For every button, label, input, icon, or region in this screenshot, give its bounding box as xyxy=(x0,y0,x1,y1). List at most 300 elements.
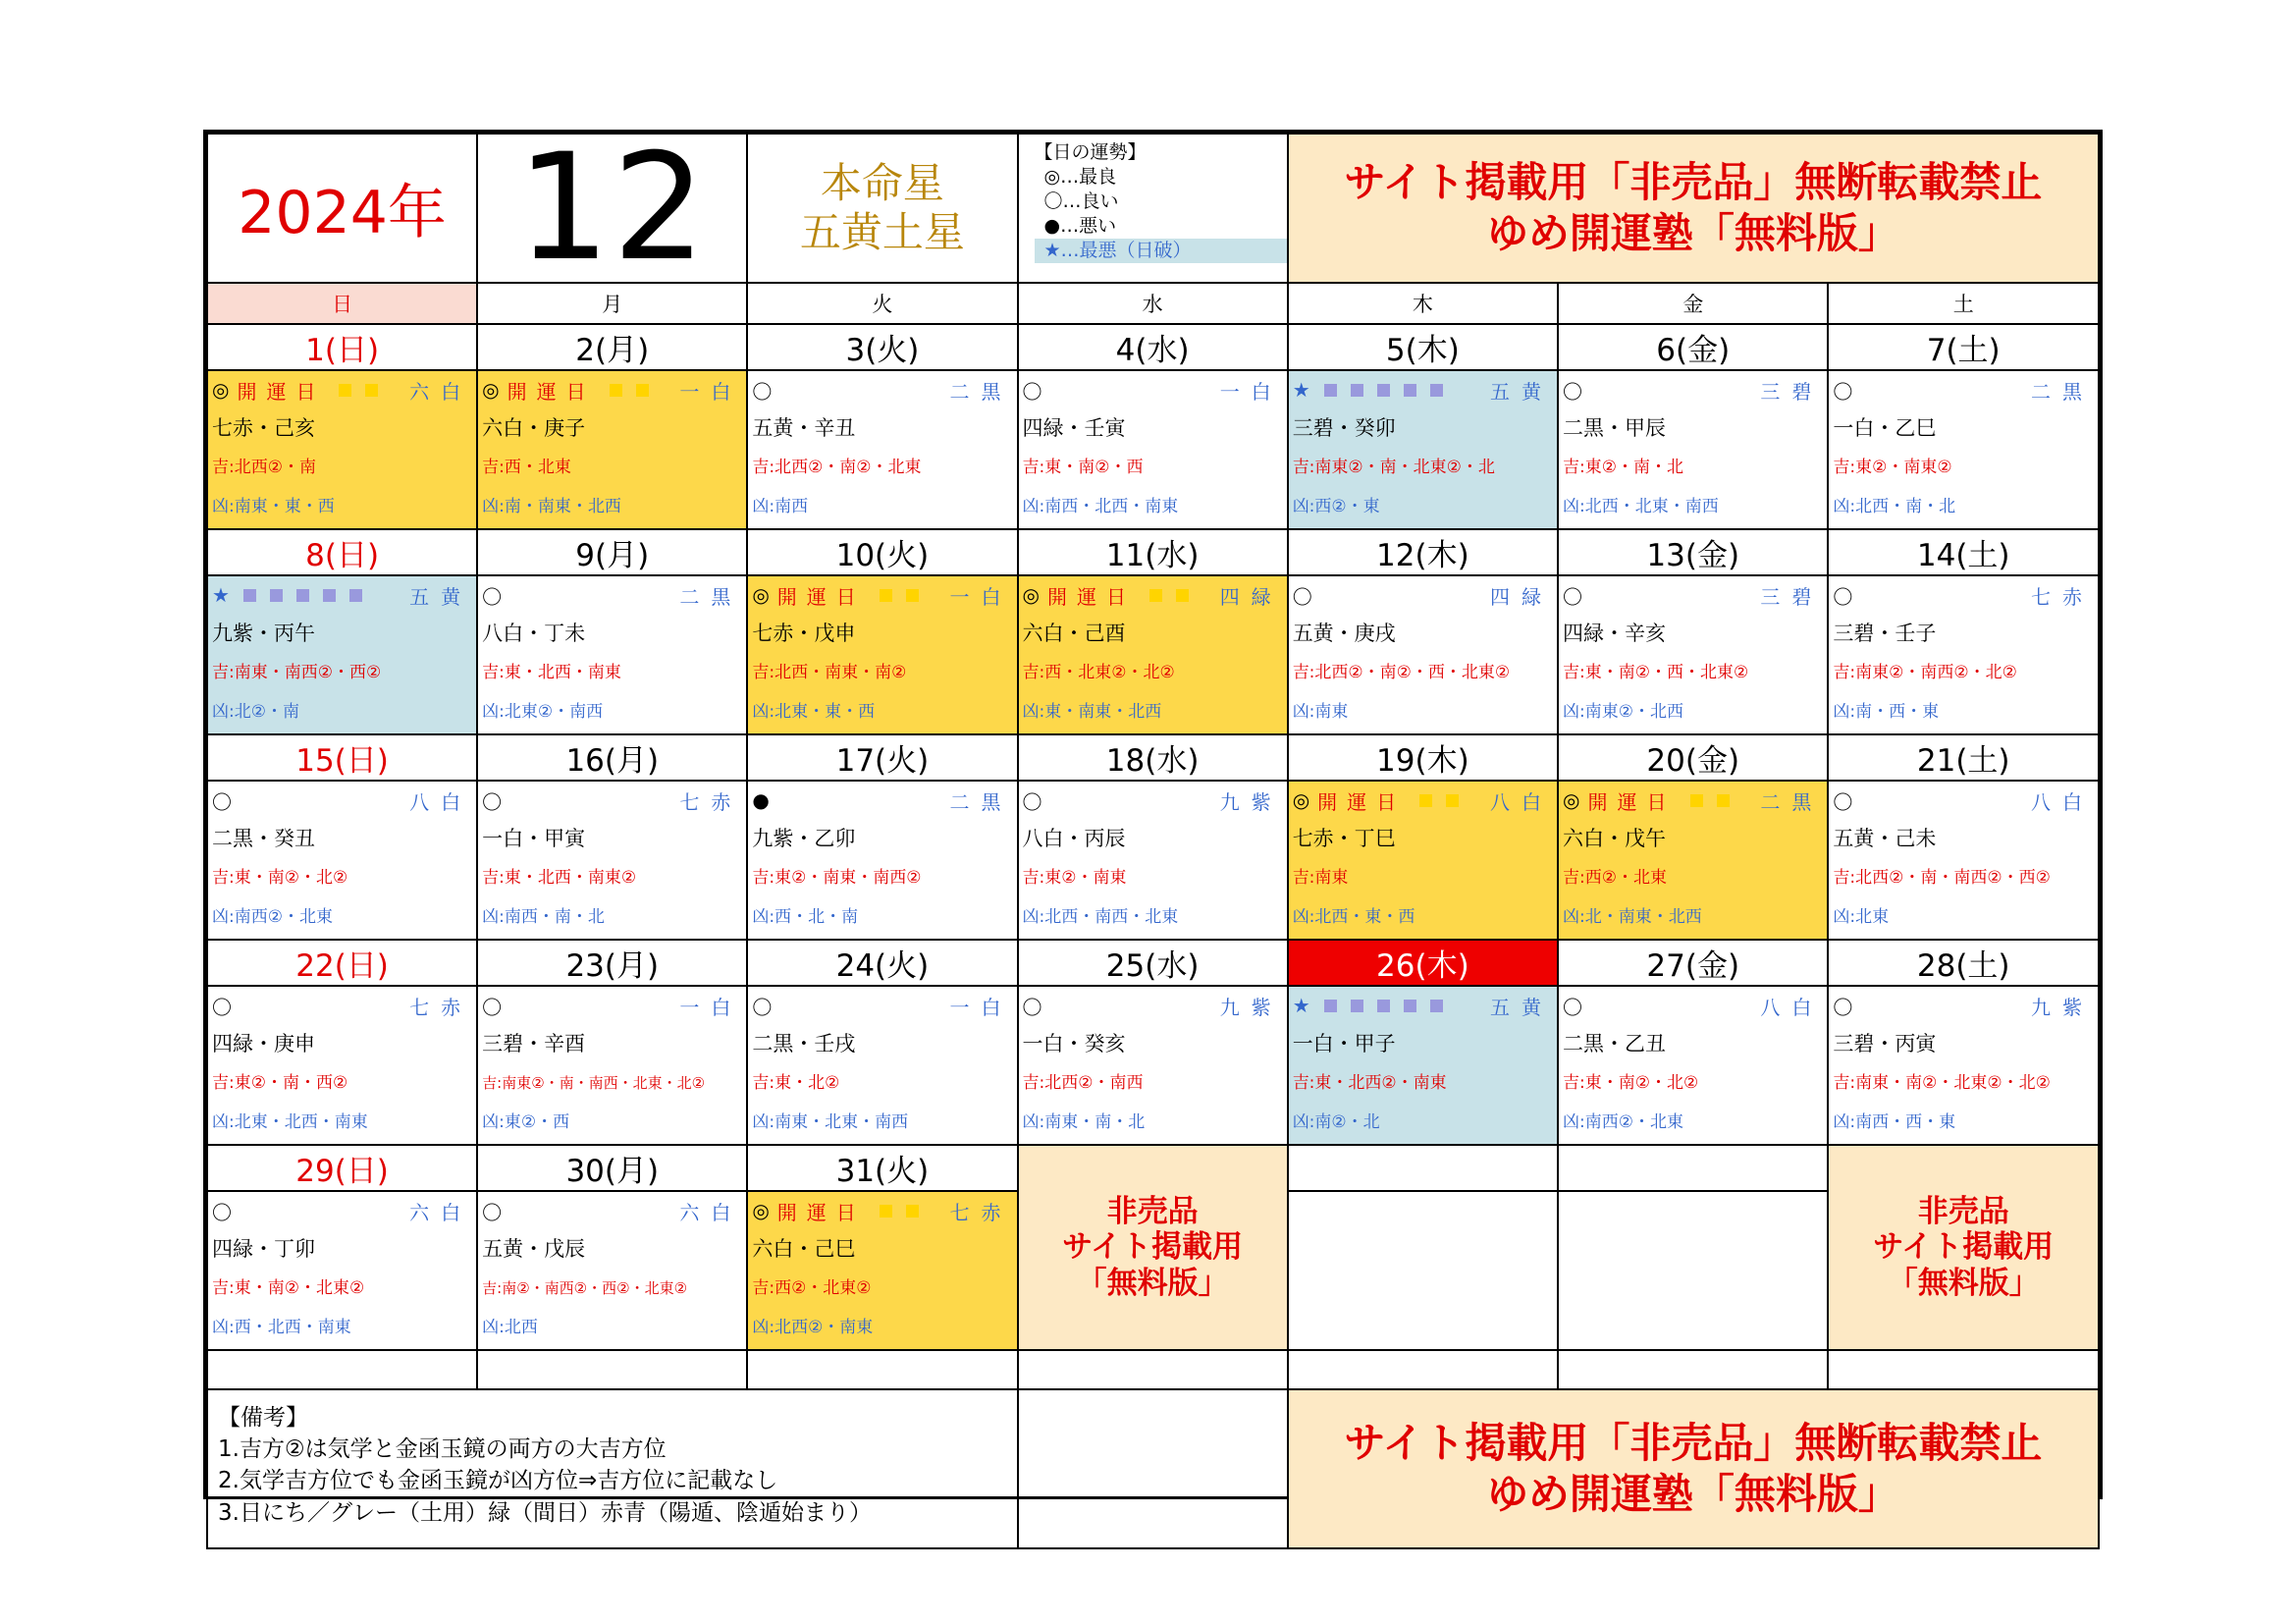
date-cell: 31(火) xyxy=(747,1145,1017,1191)
nine-star-label: 八白 xyxy=(2031,789,2094,814)
weekday-sun: 日 xyxy=(207,283,477,324)
ad-box xyxy=(1828,1145,2099,1350)
fortune-line xyxy=(1019,371,1287,408)
notes-line2: 2.気学吉方位でも金函玉鏡が凶方位⇒吉方位に記載なし xyxy=(218,1468,778,1494)
lucky-directions: 吉:北西②・南②・北東 xyxy=(752,458,922,477)
marker-square xyxy=(1176,589,1189,602)
day-stem-branch: 八白・丁未 xyxy=(482,622,586,645)
fortune-symbol: 〇 xyxy=(1563,584,1583,609)
fortune-mark xyxy=(752,376,772,405)
day-cell xyxy=(1828,986,2099,1145)
kaiun-label: 開運日 xyxy=(1317,789,1407,814)
fortune-line xyxy=(1019,987,1287,1024)
notes-line3: 3.日にち／グレー（土用）緑（間日）赤青（陽遁、陰遁始まり） xyxy=(218,1499,872,1526)
lucky-directions: 吉:東②・南・北 xyxy=(1563,458,1684,477)
nine-star-label: 五黄 xyxy=(409,584,473,609)
day-cell xyxy=(1558,986,1828,1145)
marker-square xyxy=(1377,384,1390,397)
marker-square xyxy=(1430,384,1443,397)
fortune-row xyxy=(207,575,2099,734)
day-stem-branch: 四緑・壬寅 xyxy=(1022,416,1126,440)
date-cell: 2(月) xyxy=(477,324,747,370)
unlucky-directions: 凶:北西・南・北 xyxy=(1833,497,1956,516)
day-cell xyxy=(1828,370,2099,529)
lucky-directions: 吉:北西②・南②・西・北東② xyxy=(1292,663,1511,682)
honmei-star-name: 五黄土星 xyxy=(799,208,965,256)
day-content xyxy=(208,987,476,1144)
lucky-directions: 吉:東・南②・西 xyxy=(1022,458,1144,477)
month-number: 12 xyxy=(477,134,747,283)
warning-line1: サイト掲載用「非売品」無断転載禁止 xyxy=(1344,157,2043,206)
day-content xyxy=(478,987,746,1144)
unlucky-directions: 凶:南・南東・北西 xyxy=(482,497,621,516)
fortune-symbol: 〇 xyxy=(1833,379,1853,404)
unlucky-directions: 凶:東・南東・北西 xyxy=(1022,702,1162,722)
marker-square xyxy=(349,589,362,602)
fortune-symbol: 〇 xyxy=(752,995,773,1019)
fortune-symbol: 〇 xyxy=(1022,789,1042,814)
legend-good: 〇…良い xyxy=(1043,190,1119,213)
weekday-tue: 火 xyxy=(747,283,1017,324)
kaiun-label: 開運日 xyxy=(507,379,596,404)
fortune-symbol: 〇 xyxy=(752,379,773,404)
calendar-table xyxy=(206,133,2100,1549)
day-stem-branch: 三碧・辛酉 xyxy=(482,1032,586,1056)
fortune-symbol: ◎ xyxy=(752,1199,770,1222)
empty-cell xyxy=(1558,1350,1828,1389)
date-cell: 25(水) xyxy=(1018,940,1288,986)
legend-best: ◎…最良 xyxy=(1043,166,1117,189)
marker-square xyxy=(1351,384,1363,397)
day-content xyxy=(1559,987,1827,1144)
lucky-directions: 吉:北西②・南 xyxy=(212,458,316,477)
lucky-directions: 吉:東②・南東② xyxy=(1833,458,1952,477)
fortune-line xyxy=(748,782,1016,819)
unlucky-directions: 凶:南西②・北東 xyxy=(212,907,333,927)
fortune-mark xyxy=(212,992,232,1020)
fortune-mark xyxy=(1293,581,1312,610)
fortune-symbol: ◎ xyxy=(752,583,770,607)
nine-star-label: 三碧 xyxy=(1760,584,1824,609)
day-cell xyxy=(477,575,747,734)
notes-box xyxy=(207,1389,1018,1548)
marker-square xyxy=(243,589,256,602)
lucky-directions: 吉:東②・南・西② xyxy=(212,1073,348,1093)
nine-star-label: 七赤 xyxy=(949,1200,1013,1224)
lucky-directions: 吉:西・北東 xyxy=(482,458,571,477)
day-stem-branch: 四緑・庚申 xyxy=(212,1032,315,1056)
date-cell: 10(火) xyxy=(747,529,1017,575)
day-stem-branch: 八白・丙辰 xyxy=(1022,827,1126,850)
date-cell: 13(金) xyxy=(1558,529,1828,575)
day-stem-branch: 九紫・乙卯 xyxy=(752,827,856,850)
day-stem-branch: 一白・乙巳 xyxy=(1833,416,1937,440)
day-content xyxy=(1289,987,1557,1144)
fortune-symbol: 〇 xyxy=(1833,584,1853,609)
date-cell: 20(金) xyxy=(1558,734,1828,781)
fortune-mark xyxy=(482,376,648,405)
day-stem-branch: 七赤・戊申 xyxy=(752,622,856,645)
nine-star-label: 一白 xyxy=(949,584,1013,609)
unlucky-directions: 凶:南東 xyxy=(1292,702,1349,722)
fortune-symbol: 〇 xyxy=(1292,584,1312,609)
ad-line1: 非売品 xyxy=(1106,1193,1199,1229)
date-cell: 17(火) xyxy=(747,734,1017,781)
fortune-line xyxy=(1019,576,1287,614)
day-content xyxy=(1019,371,1287,528)
lucky-directions: 吉:南東・南西②・西② xyxy=(212,663,382,682)
day-stem-branch: 五黄・庚戌 xyxy=(1292,622,1396,645)
unlucky-directions: 凶:北東・北西・南東 xyxy=(212,1112,368,1132)
day-cell xyxy=(1288,986,1558,1145)
weekday-fri: 金 xyxy=(1558,283,1828,324)
fortune-mark xyxy=(1023,376,1042,405)
day-cell xyxy=(207,370,477,529)
fortune-symbol: ◎ xyxy=(212,378,230,402)
day-cell xyxy=(477,986,747,1145)
day-content xyxy=(1289,371,1557,528)
empty-cell xyxy=(747,1350,1017,1389)
nine-star-label: 二黒 xyxy=(679,584,743,609)
marker-square xyxy=(1430,1000,1443,1012)
nine-star-label: 二黒 xyxy=(949,379,1013,404)
day-stem-branch: 二黒・壬戌 xyxy=(752,1032,856,1056)
empty-cell xyxy=(1288,1145,1558,1191)
marker-square xyxy=(1149,589,1162,602)
marker-square xyxy=(610,384,622,397)
nine-star-label: 八白 xyxy=(1760,995,1824,1019)
nine-star-label: 二黒 xyxy=(1760,789,1824,814)
day-stem-branch: 五黄・辛丑 xyxy=(752,416,856,440)
fortune-mark xyxy=(1023,786,1042,815)
unlucky-directions: 凶:南西・西・東 xyxy=(1833,1112,1956,1132)
empty-cell xyxy=(1288,1350,1558,1389)
legend-worst: ★…最悪（日破） xyxy=(1035,239,1287,263)
day-cell xyxy=(477,370,747,529)
day-stem-branch: 六白・戊午 xyxy=(1563,827,1667,850)
lucky-directions: 吉:東・南②・北② xyxy=(212,868,348,888)
day-content xyxy=(478,576,746,733)
fortune-line xyxy=(478,1192,746,1229)
day-content xyxy=(478,1192,746,1349)
marker-square xyxy=(880,589,892,602)
kaiun-label: 開運日 xyxy=(776,584,866,609)
fortune-symbol: 〇 xyxy=(212,1200,232,1224)
day-stem-branch: 三碧・壬子 xyxy=(1833,622,1937,645)
day-cell xyxy=(477,781,747,940)
marker-square xyxy=(1419,794,1432,807)
bottom-warning xyxy=(1288,1389,2099,1548)
marker-square xyxy=(1690,794,1703,807)
day-stem-branch: 六白・己酉 xyxy=(1022,622,1126,645)
fortune-line xyxy=(1559,987,1827,1024)
fortune-mark xyxy=(752,1197,918,1225)
fortune-mark xyxy=(1833,786,1852,815)
day-content xyxy=(748,987,1016,1144)
weekday-thu: 木 xyxy=(1288,283,1558,324)
date-cell: 22(日) xyxy=(207,940,477,986)
day-content xyxy=(478,371,746,528)
fortune-symbol: ◎ xyxy=(1563,788,1580,812)
fortune-legend xyxy=(1018,134,1288,283)
honmei-star xyxy=(747,134,1017,283)
fortune-line xyxy=(748,371,1016,408)
date-cell: 1(日) xyxy=(207,324,477,370)
fortune-symbol: 〇 xyxy=(482,584,503,609)
empty-cell xyxy=(207,1350,477,1389)
day-stem-branch: 一白・甲子 xyxy=(1292,1032,1396,1056)
fortune-line xyxy=(478,987,746,1024)
day-cell xyxy=(1558,575,1828,734)
fortune-symbol: 〇 xyxy=(1833,789,1853,814)
nine-star-label: 九紫 xyxy=(1219,789,1283,814)
day-content xyxy=(1559,576,1827,733)
day-content xyxy=(1829,987,2098,1144)
day-stem-branch: 五黄・己未 xyxy=(1833,827,1937,850)
date-cell: 18(水) xyxy=(1018,734,1288,781)
unlucky-directions: 凶:北西・南西・北東 xyxy=(1022,907,1179,927)
marker-square xyxy=(339,384,351,397)
fortune-line xyxy=(1019,782,1287,819)
marker-square xyxy=(1446,794,1459,807)
date-cell: 7(土) xyxy=(1828,324,2099,370)
date-cell: 30(月) xyxy=(477,1145,747,1191)
fortune-mark xyxy=(212,376,378,405)
fortune-mark xyxy=(752,581,918,610)
lucky-directions: 吉:東②・南東・南西② xyxy=(752,868,922,888)
day-stem-branch: 二黒・癸丑 xyxy=(212,827,315,850)
marker-square xyxy=(636,384,649,397)
date-cell: 4(水) xyxy=(1018,324,1288,370)
nine-star-label: 二黒 xyxy=(949,789,1013,814)
date-cell: 5(木) xyxy=(1288,324,1558,370)
fortune-symbol: 〇 xyxy=(1833,995,1853,1019)
legend-bad: ●…悪い xyxy=(1043,215,1117,238)
fortune-symbol: 〇 xyxy=(1563,995,1583,1019)
marker-square xyxy=(1404,384,1416,397)
fortune-symbol: ◎ xyxy=(482,378,500,402)
day-stem-branch: 七赤・己亥 xyxy=(212,416,315,440)
unlucky-directions: 凶:南東・北東・南西 xyxy=(752,1112,909,1132)
weeks-body xyxy=(207,324,2099,1350)
empty-cell xyxy=(1018,1389,1288,1548)
kaiun-label: 開運日 xyxy=(1587,789,1677,814)
fortune-row xyxy=(207,370,2099,529)
fortune-line xyxy=(478,576,746,614)
day-stem-branch: 七赤・丁巳 xyxy=(1292,827,1396,850)
lucky-directions: 吉:東・南②・西・北東② xyxy=(1563,663,1749,682)
fortune-line xyxy=(1289,371,1557,408)
day-stem-branch: 三碧・癸卯 xyxy=(1292,416,1396,440)
weekday-sat: 土 xyxy=(1828,283,2099,324)
day-cell xyxy=(207,575,477,734)
unlucky-directions: 凶:南西 xyxy=(752,497,809,516)
ad-box xyxy=(1018,1145,1288,1350)
nine-star-label: 八白 xyxy=(1490,789,1554,814)
ad-line2: サイト掲載用 xyxy=(1873,1229,2055,1266)
ad-line1: 非売品 xyxy=(1917,1193,2009,1229)
fortune-mark xyxy=(212,786,232,815)
unlucky-directions: 凶:東②・西 xyxy=(482,1112,570,1132)
lucky-directions: 吉:北西②・南西 xyxy=(1022,1073,1144,1093)
date-cell: 29(日) xyxy=(207,1145,477,1191)
day-content xyxy=(1019,987,1287,1144)
fortune-line xyxy=(478,782,746,819)
fortune-symbol: ★ xyxy=(212,583,230,607)
ad-line2: サイト掲載用 xyxy=(1062,1229,1244,1266)
date-cell: 23(月) xyxy=(477,940,747,986)
day-content xyxy=(748,782,1016,939)
kaiun-label: 開運日 xyxy=(237,379,326,404)
day-content xyxy=(748,576,1016,733)
day-cell xyxy=(747,781,1017,940)
fortune-symbol: 〇 xyxy=(212,789,232,814)
marker-square xyxy=(880,1205,892,1218)
fortune-row xyxy=(207,781,2099,940)
unlucky-directions: 凶:北西・北東・南西 xyxy=(1563,497,1719,516)
marker-square xyxy=(1377,1000,1390,1012)
fortune-mark xyxy=(752,992,772,1020)
date-row xyxy=(207,734,2099,781)
date-cell: 9(月) xyxy=(477,529,747,575)
fortune-symbol: ◎ xyxy=(1022,583,1040,607)
day-content xyxy=(208,371,476,528)
day-stem-branch: 一白・癸亥 xyxy=(1022,1032,1126,1056)
year-label: 2024年 xyxy=(207,134,477,283)
date-cell: 6(金) xyxy=(1558,324,1828,370)
fortune-mark xyxy=(1833,992,1852,1020)
fortune-symbol: 〇 xyxy=(482,1200,503,1224)
unlucky-directions: 凶:南東②・北西 xyxy=(1563,702,1684,722)
day-cell xyxy=(207,1191,477,1350)
notes-line1: 1.吉方②は気学と金函玉鏡の両方の大吉方位 xyxy=(218,1436,667,1463)
marker-square xyxy=(365,384,378,397)
day-cell xyxy=(1018,781,1288,940)
day-content xyxy=(1019,782,1287,939)
fortune-mark xyxy=(1563,992,1582,1020)
unlucky-directions: 凶:南東・南・北 xyxy=(1022,1112,1146,1132)
top-warning xyxy=(1288,134,2099,283)
fortune-symbol: 〇 xyxy=(1563,379,1583,404)
day-content xyxy=(1829,576,2098,733)
marker-square xyxy=(323,589,336,602)
fortune-line xyxy=(1559,371,1827,408)
day-cell xyxy=(1018,575,1288,734)
day-content xyxy=(208,782,476,939)
empty-cell xyxy=(1558,1191,1828,1350)
lucky-directions: 吉:西②・北東② xyxy=(752,1278,872,1298)
day-cell xyxy=(1018,370,1288,529)
date-row xyxy=(207,940,2099,986)
empty-cell xyxy=(1288,1191,1558,1350)
unlucky-directions: 凶:西・北西・南東 xyxy=(212,1318,351,1337)
fortune-symbol: 〇 xyxy=(1022,379,1042,404)
day-cell xyxy=(1828,575,2099,734)
day-content xyxy=(1289,576,1557,733)
kaiun-label: 開運日 xyxy=(776,1200,866,1224)
lucky-directions: 吉:南②・南西②・西②・北東② xyxy=(482,1279,688,1297)
ad-line3: 「無料版」 xyxy=(1887,1265,2040,1301)
fortune-mark xyxy=(482,1197,502,1225)
date-cell: 24(火) xyxy=(747,940,1017,986)
date-cell: 3(火) xyxy=(747,324,1017,370)
lucky-directions: 吉:北西・南東・南② xyxy=(752,663,907,682)
lucky-directions: 吉:南東②・南・北東②・北 xyxy=(1292,458,1495,477)
date-cell: 16(月) xyxy=(477,734,747,781)
day-cell xyxy=(1828,781,2099,940)
date-cell: 27(金) xyxy=(1558,940,1828,986)
day-cell xyxy=(207,781,477,940)
fortune-line xyxy=(208,1192,476,1229)
fortune-line xyxy=(1559,576,1827,614)
day-cell xyxy=(1288,575,1558,734)
fortune-line xyxy=(748,987,1016,1024)
fortune-mark xyxy=(482,581,502,610)
day-content xyxy=(208,1192,476,1349)
marker-square xyxy=(270,589,283,602)
fortune-symbol: 〇 xyxy=(482,995,503,1019)
nine-star-label: 二黒 xyxy=(2031,379,2094,404)
fortune-line xyxy=(748,576,1016,614)
day-content xyxy=(748,371,1016,528)
day-stem-branch: 二黒・乙丑 xyxy=(1563,1032,1667,1056)
empty-cell xyxy=(477,1350,747,1389)
fortune-mark xyxy=(1293,994,1443,1017)
warning-line2: ゆめ開運塾「無料版」 xyxy=(1486,209,1899,257)
nine-star-label: 一白 xyxy=(679,995,743,1019)
lucky-directions: 吉:東・北② xyxy=(752,1073,840,1093)
lucky-directions: 吉:南東②・南・南西・北東・北② xyxy=(482,1074,706,1092)
fortune-symbol: 〇 xyxy=(482,789,503,814)
fortune-mark xyxy=(1293,378,1443,402)
day-cell xyxy=(747,1191,1017,1350)
date-cell: 15(日) xyxy=(207,734,477,781)
day-content xyxy=(1829,782,2098,939)
fortune-symbol: 〇 xyxy=(212,995,232,1019)
day-content xyxy=(1289,782,1557,939)
lucky-directions: 吉:南東 xyxy=(1292,868,1349,888)
kaiun-label: 開運日 xyxy=(1046,584,1136,609)
weekday-wed: 水 xyxy=(1018,283,1288,324)
lucky-directions: 吉:東・北西・南東② xyxy=(482,868,637,888)
unlucky-directions: 凶:北東 xyxy=(1833,907,1890,927)
nine-star-label: 九紫 xyxy=(2031,995,2094,1019)
nine-star-label: 六白 xyxy=(409,1200,473,1224)
honmei-label: 本命星 xyxy=(820,158,944,207)
fortune-mark xyxy=(482,992,502,1020)
fortune-line xyxy=(1829,576,2098,614)
fortune-mark xyxy=(1563,581,1582,610)
unlucky-directions: 凶:南西②・北東 xyxy=(1563,1112,1684,1132)
marker-square xyxy=(1324,384,1337,397)
day-content xyxy=(1559,371,1827,528)
lucky-directions: 吉:東・南②・北東② xyxy=(212,1278,365,1298)
fortune-line xyxy=(1289,782,1557,819)
day-cell xyxy=(1288,370,1558,529)
day-content xyxy=(1559,782,1827,939)
marker-square xyxy=(1404,1000,1416,1012)
day-content xyxy=(748,1192,1016,1349)
lucky-directions: 吉:南東・南②・北東②・北② xyxy=(1833,1073,2051,1093)
nine-star-label: 七赤 xyxy=(679,789,743,814)
day-cell xyxy=(1558,781,1828,940)
marker-square xyxy=(906,1205,919,1218)
day-cell xyxy=(477,1191,747,1350)
day-stem-branch: 三碧・丙寅 xyxy=(1833,1032,1937,1056)
nine-star-label: 四緑 xyxy=(1490,584,1554,609)
date-row xyxy=(207,324,2099,370)
lucky-directions: 吉:東・北西・南東 xyxy=(482,663,621,682)
